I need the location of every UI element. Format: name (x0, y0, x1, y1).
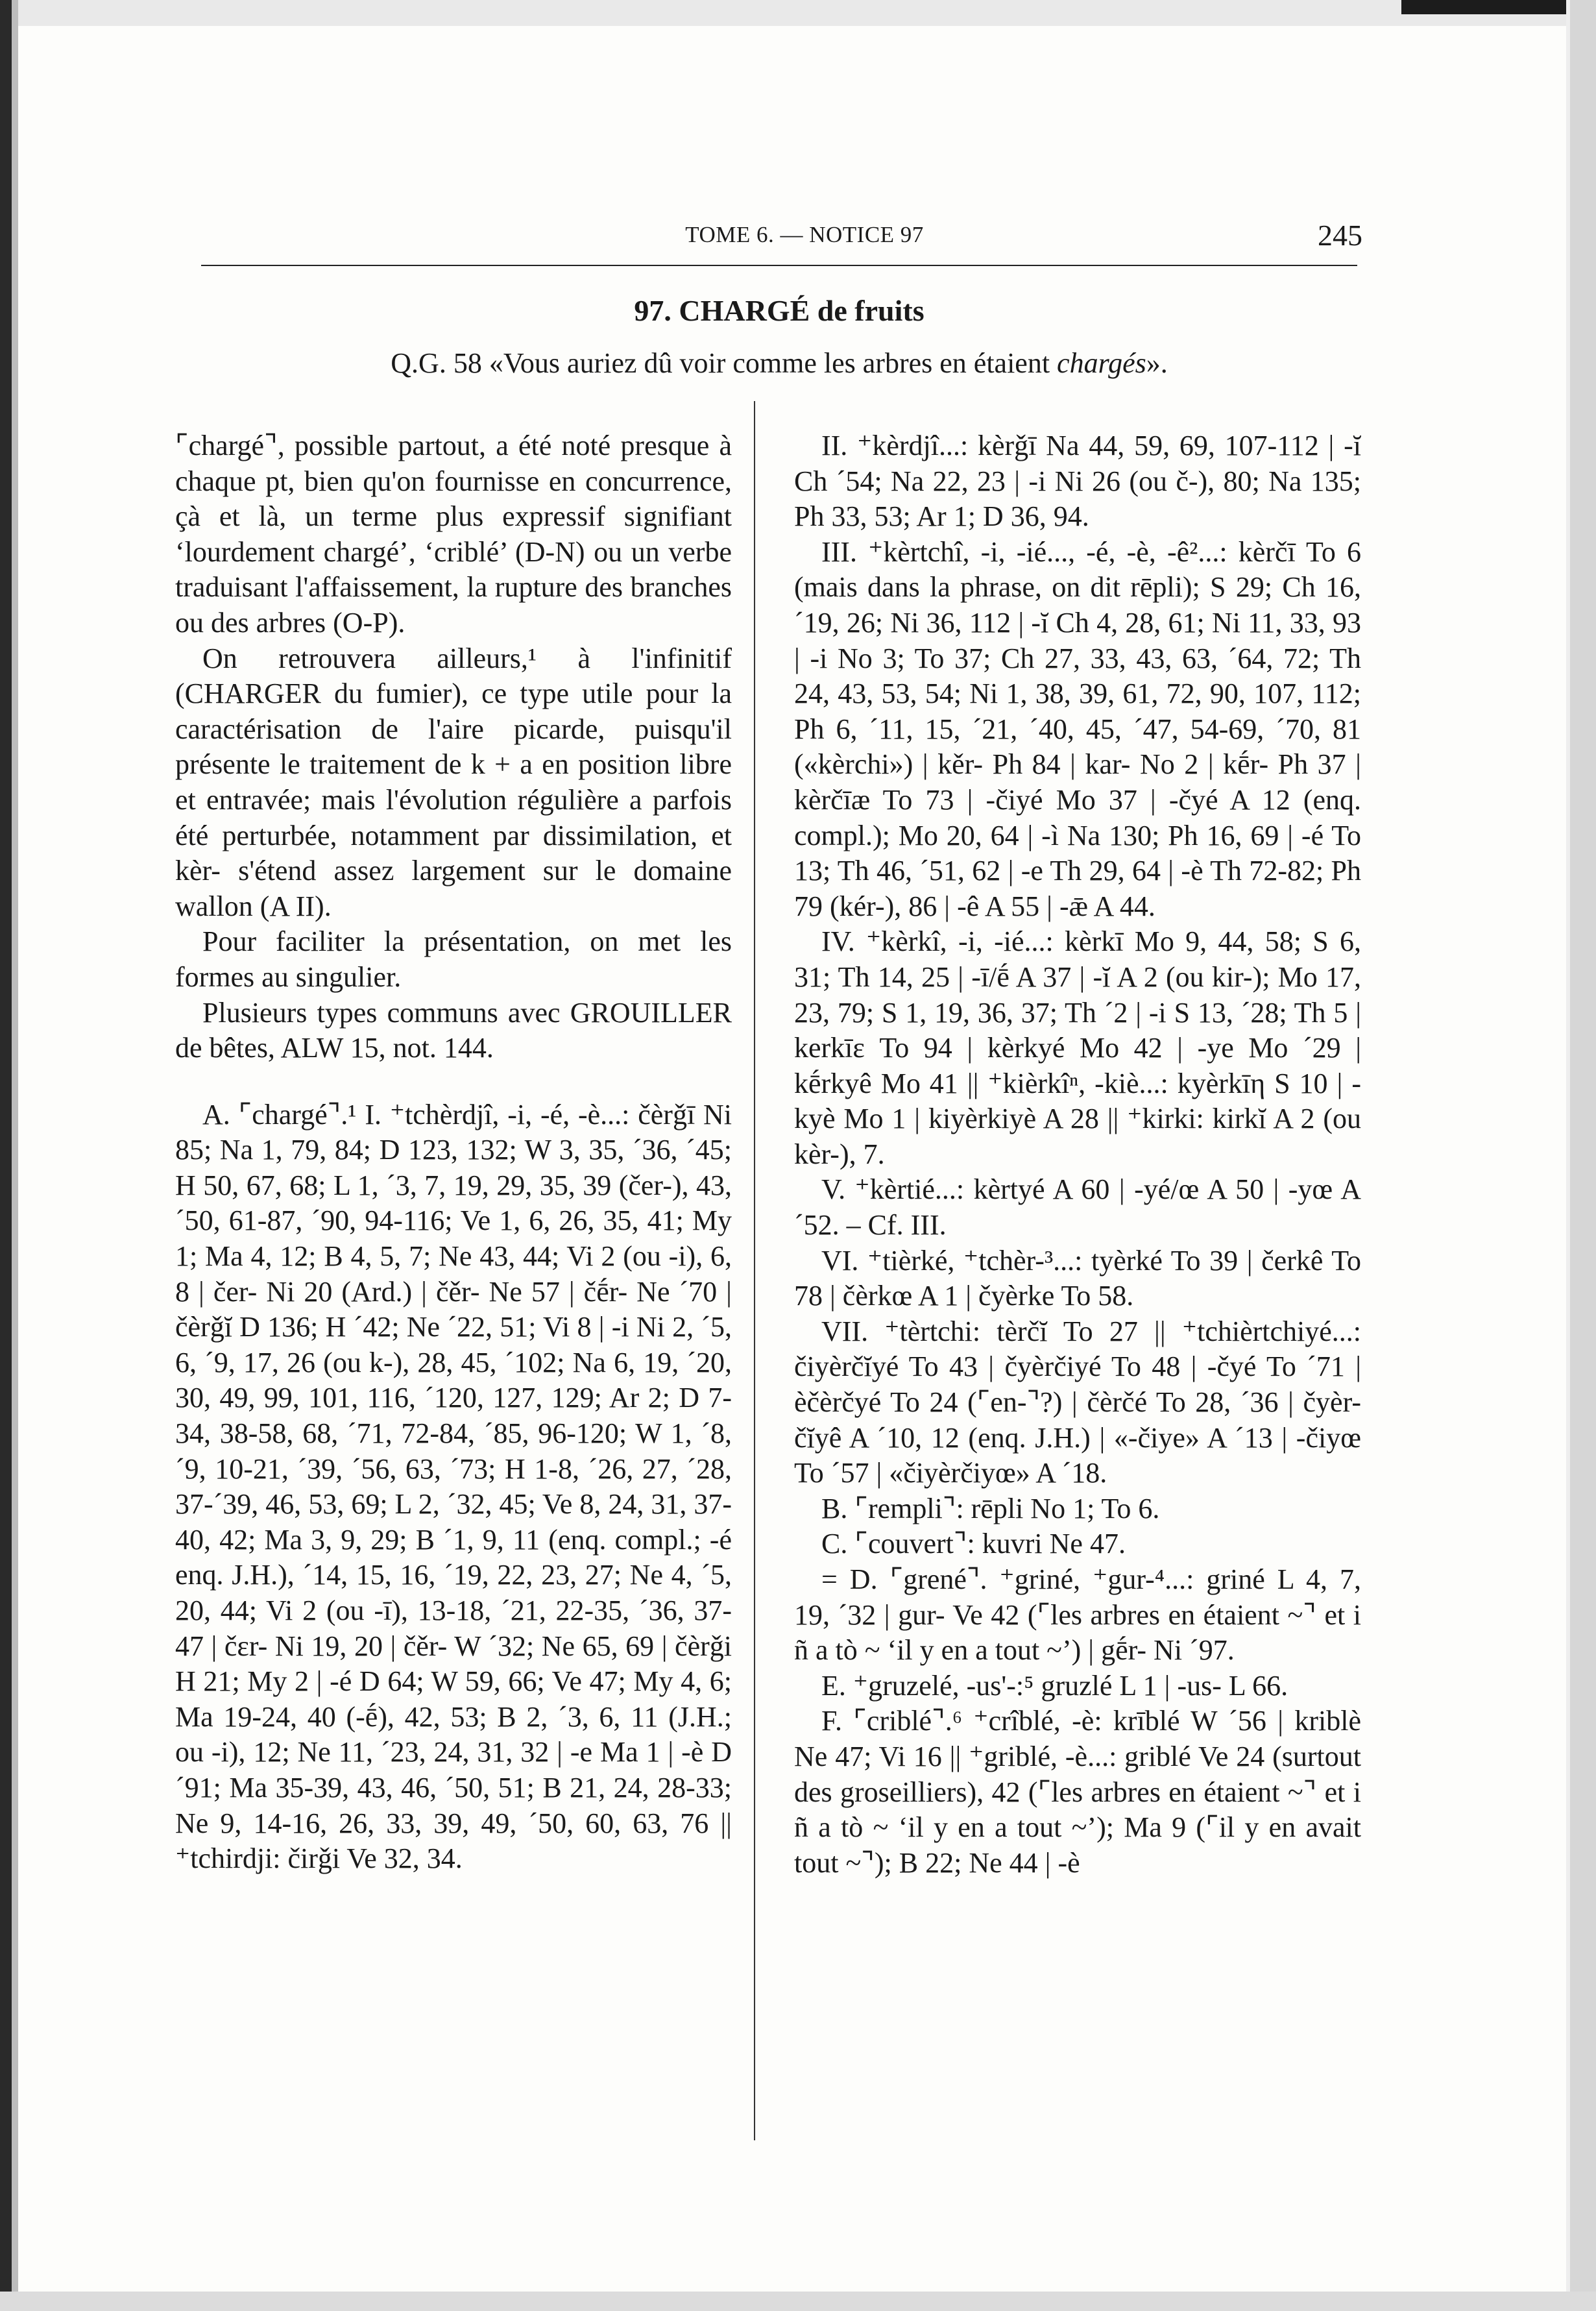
paragraph-section-c: C. ⌜couvert⌝: kuvri Ne 47. (821, 1528, 1126, 1560)
scan-edge-top (0, 0, 1596, 26)
paragraph-intro: ⌜chargé⌝, possible partout, a été noté presque à chaque pt, bien qu'on fournisse en concurrence, çà et là, un terme plus expressif signifiant ‘lourdement chargé’, ‘criblé’ (D-N) ou un verbe traduisant l'affaissement, la rupture des branches ou des arbres (O-P). (175, 430, 732, 639)
paragraph-section-a-vi: VI. ⁺tièrké, ⁺tchèr-³...: tyèrké To 39 | čerkê To 78 | čèrkœ A 1 | čyèrke To 58. (794, 1244, 1361, 1312)
page-number: 245 (1318, 219, 1362, 252)
paragraph-section-e: E. ⁺gruzelé, -us'-:⁵ gruzlé L 1 | -us- L 66. (821, 1669, 1288, 1702)
paragraph-section-d: = D. ⌜grené⌝. ⁺griné, ⁺gur-⁴...: griné L 4, 7, 19, ´32 | gur- Ve 42 (⌜les arbres en étaient ~⌝ et i ñ a tò ~ ‘il y en a tout ~’) | gḗr- Ni ´97. (794, 1563, 1361, 1667)
paragraph-section-f: F. ⌜criblé⌝.⁶ ⁺crîblé, -è: krīblé W ´56 | kriblè Ne 47; Vi 16 || ⁺griblé, -è...: griblé Ve 24 (surtout des groseilliers), 42 (⌜les arbres en étaient ~⌝ et i ñ a tò ~ ‘il y en a tout ~’); Ma 9 (⌜il y en avait tout ~⌝); B 22; Ne 44 | -è (794, 1705, 1361, 1879)
paragraph-infinitive: On retrouvera ailleurs,¹ à l'infinitif (CHARGER du fumier), ce type utile pour la caractérisation de l'aire picarde, puisqu'il présente le traitement de k + a en position libre et entravée; mais l'évolution régulière a parfois été perturbée, notamment par dissimilation, et kèr- s'étend assez largement sur le domaine wallon (A II). (175, 642, 732, 922)
notice-title: 97. CHARGÉ de fruits (634, 294, 925, 327)
scan-edge-bottom (0, 2292, 1596, 2311)
paragraph-section-a-vii: VII. ⁺tèrtchi: tèrčĭ To 27 || ⁺tchièrtchiyé...: čiyèrčĭyé To 43 | čyèrčiyé To 48 | -čyé To ´71 | èčèrčyé To 24 (⌜en-⌝?) | čèrčé To 28, ´36 | čyèr-čĭyê A ´10, 12 (enq. J.H.) | «-čiye» A ´13 | -čiyœ To ´57 | «čiyèrčiyœ» A ´18. (794, 1315, 1361, 1489)
paragraph-common-types: Plusieurs types communs avec GROUILLER de bêtes, ALW 15, not. 144. (175, 996, 732, 1064)
paragraph-section-a: A. ⌜chargé⌝.¹ I. ⁺tchèrdjî, -i, -é, -è...: čèrǧī Ni 85; Na 1, 79, 84; D 123, 132; W 3, 35, ´36, ´45; H 50, 67, 68; L 1, ´3, 7, 19, 29, 35, 39 (čer-), 43, ´50, 61-87, ´90, 94-116; Ve 1, 6, 26, 35, 41; My 1; Ma 4, 12; B 4, 5, 7; Ne 43, 44; Vi 2 (ou -i), 6, 8 | čer- Ni 20 (Ard.) | čěr- Ne 57 | čḗr- Ne ´70 | čèrǧĭ D 136; H ´42; Ne ´22, 51; Vi 8 | -i Ni 2, ´5, 6, ´9, 17, 26 (ou k-), 28, 45, ´102; Na 6, 19, ´20, 30, 49, 99, 101, 116, ´120, 127, 129; Ar 2; D 7-34, 38-58, 68, ´71, 72-84, ´85, 96-120; W 1, ´8, ´9, 10-21, ´39, ´56, 63, ´73; H 1-8, ´26, 27, ´28, 37-´39, 46, 53, 69; L 2, ´32, 45; Ve 8, 24, 31, 37-40, 42; Ma 3, 9, 29; B ´1, 9, 11 (enq. compl.; -é enq. J.H.), ´14, 15, 16, ´19, 22, 23, 27; Ne 4, ´5, 20, 44; Vi 2 (ou -ī), 13-18, ´21, 22-35, ´36, 37-47 | čεr- Ni 19, 20 | čěr- W ´32; Ne 65, 69 | čèrǧi H 21; My 2 | -é D 64; W 59, 66; Ve 47; My 4, 6; Ma 19-24, 40 (-ḗ), 42, 53; B 2, ´3, 6, 11 (J.H.; ou -i), 12; Ne 11, ´23, 24, 31, 32 | -e Ma 1 | -è D ´91; Ma 35-39, 43, 46, ´50, 51; B 21, 24, 28-33; Ne 9, 14-16, 26, 33, 39, 49, ´50, 60, 63, 76 || ⁺tchirdji: čirǧi Ve 32, 34. (175, 1098, 732, 1875)
scan-edge-left-shadow (12, 0, 18, 2311)
question-suffix: ». (1146, 347, 1168, 379)
header-rule (201, 265, 1357, 266)
paragraph-section-a-v: V. ⁺kèrtié...: kèrtyé A 60 | -yé/œ A 50 | -yœ A ´52. – Cf. III. (794, 1173, 1361, 1241)
paragraph-section-a-ii: II. ⁺kèrdjî...: kèrǧī Na 44, 59, 69, 107-112 | -ĭ Ch ´54; Na 22, 23 | -i Ni 26 (ou č-), 80; Na 135; Ph 33, 53; Ar 1; D 36, 94. (794, 430, 1361, 533)
running-head: TOME 6. — NOTICE 97 (685, 222, 924, 247)
questionnaire-line (201, 347, 1357, 380)
column-rule (754, 401, 755, 2140)
scan-edge-right (1570, 0, 1596, 2311)
question-italic: chargés (1057, 347, 1146, 379)
scan-edge-left (0, 0, 12, 2311)
paragraph-section-b: B. ⌜rempli⌝: rēpli No 1; To 6. (821, 1492, 1160, 1524)
paragraph-section-a-iii: III. ⁺kèrtchî, -i, -ié..., -é, -è, -ê²...: kèrčī To 6 (mais dans la phrase, on dit rēpli); S 29; Ch 16, ´19, 26; Ni 36, 112 | -ĭ Ch 4, 28, 61; Ni 11, 33, 93 | -i No 3; To 37; Ch 27, 33, 43, 63, ´64, 72; Th 24, 43, 53, 54; Ni 1, 38, 39, 61, 72, 90, 107, 112; Ph 6, ´11, 15, ´21, ´40, 45, ´47, 54-69, ´70, 81 («kèrchi») | kěr- Ph 84 | kar- No 2 | kḗr- Ph 37 | kèrčīæ To 73 | -čiyé Mo 37 | -čyé A 12 (enq. compl.); Mo 20, 64 | -ì Na 130; Ph 16, 69 | -é To 13; Th 46, ´51, 62 | -e Th 29, 64 | -è Th 72-82; Ph 79 (kér-), 86 | -ê A 55 | -ǣ A 44. (794, 535, 1361, 922)
question-prefix: Q.G. 58 «Vous auriez dû voir comme les arbres en étaient (391, 347, 1058, 379)
paragraph-singular: Pour faciliter la présentation, on met les formes au singulier. (175, 925, 732, 993)
left-column (175, 428, 732, 1877)
paragraph-section-a-iv: IV. ⁺kèrkî, -i, -ié...: kèrkī Mo 9, 44, 58; S 6, 31; Th 14, 25 | -ī/ḗ A 37 | -ĭ A 2 (ou kir-); Mo 17, 23, 79; S 1, 19, 36, 37; Th ´2 | -i S 13, ´28; Th 5 | kerkīε To 94 | kèrkyé Mo 42 | -ye Mo ´29 | kḗrkyê Mo 41 || ⁺kièrkîⁿ, -kiè...: kyèrkīη S 10 | -kyè Mo 1 | kiyèrkiyè A 28 || ⁺kirki: kirkĭ A 2 (ou kèr-), 7. (794, 925, 1361, 1170)
right-column (794, 428, 1361, 1881)
